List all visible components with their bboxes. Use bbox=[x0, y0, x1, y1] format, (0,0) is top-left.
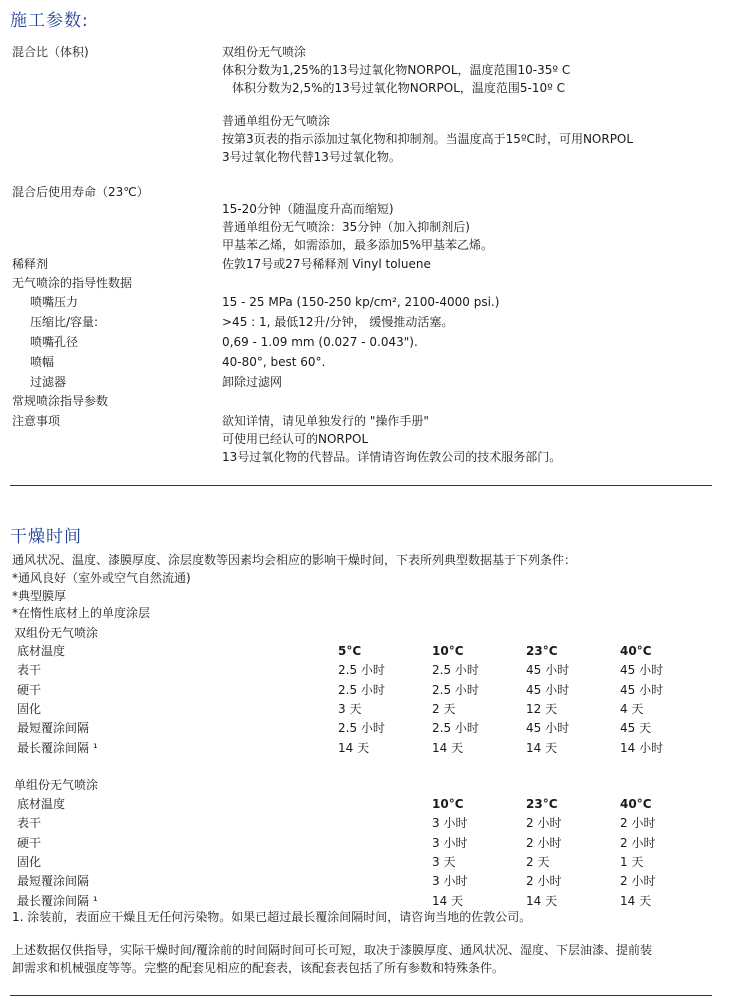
notes-line: 欲知详情，请见单独发行的 "操作手册" bbox=[222, 414, 429, 428]
mix-ratio-line: 普通单组份无气喷涂 bbox=[222, 114, 331, 128]
drying-footnote: 1. 涂装前，表面应干燥且无任何污染物。如果已超过最长覆涂间隔时间，请咨询当地的佐敦公司。 bbox=[12, 910, 532, 924]
airless-param-value: 40-80°, best 60°. bbox=[222, 355, 326, 369]
table-header-label: 底材温度 bbox=[17, 797, 66, 811]
drying-condition: *通风良好（室外或空气自然流通) bbox=[12, 571, 191, 585]
table-cell: 14 小时 bbox=[620, 741, 664, 755]
table-header-temp: 23°C bbox=[526, 644, 558, 658]
table-cell: 2 小时 bbox=[620, 816, 656, 830]
pot-life-line: 甲基苯乙烯，如需添加，最多添加5%甲基苯乙烯。 bbox=[222, 238, 494, 252]
table-cell: 45 小时 bbox=[620, 683, 664, 697]
airless-param-label: 喷幅 bbox=[30, 355, 55, 369]
table-cell: 14 天 bbox=[620, 894, 652, 908]
thinner-value: 佐敦17号或27号稀释剂 Vinyl toluene bbox=[222, 257, 431, 271]
table-header-temp: 10°C bbox=[432, 644, 464, 658]
table-caption: 单组份无气喷涂 bbox=[14, 778, 99, 792]
table-cell: 2.5 小时 bbox=[338, 721, 385, 735]
notes-label: 注意事项 bbox=[12, 414, 61, 428]
table-cell: 2 小时 bbox=[526, 836, 562, 850]
airless-param-label: 喷嘴压力 bbox=[30, 295, 79, 309]
airless-param-label: 喷嘴孔径 bbox=[30, 335, 79, 349]
notes-line: 13号过氧化物的代替品。详情请咨询佐敦公司的技术服务部门。 bbox=[222, 450, 562, 464]
thinner-label: 稀释剂 bbox=[12, 257, 49, 271]
drying-intro: 通风状况、温度、漆膜厚度、涂层度数等因素均会相应的影响干燥时间，下表所列典型数据基于下列条件： bbox=[12, 553, 577, 567]
airless-param-value: >45 : 1, 最低12升/分钟， 缓慢推动活塞。 bbox=[222, 315, 454, 329]
table-cell: 2 小时 bbox=[526, 874, 562, 888]
table-row-label: 最长覆涂间隔 ¹ bbox=[17, 741, 98, 755]
airless-param-value: 0,69 - 1.09 mm (0.027 - 0.043"). bbox=[222, 335, 418, 349]
table-cell: 14 天 bbox=[432, 894, 464, 908]
table-cell: 2.5 小时 bbox=[432, 721, 479, 735]
table-cell: 2.5 小时 bbox=[432, 663, 479, 677]
mix-ratio-line: 体积分数为2,5%的13号过氧化物NORPOL，温度范围5-10º C bbox=[232, 81, 565, 95]
table-cell: 14 天 bbox=[526, 741, 558, 755]
table-row-label: 最短覆涂间隔 bbox=[17, 874, 90, 888]
table-cell: 14 天 bbox=[432, 741, 464, 755]
section-divider bbox=[10, 485, 712, 486]
table-cell: 3 小时 bbox=[432, 816, 468, 830]
table-header-temp: 10°C bbox=[432, 797, 464, 811]
construction-title: 施工参数: bbox=[10, 11, 89, 31]
table-row-label: 最长覆涂间隔 ¹ bbox=[17, 894, 98, 908]
table-header-label: 底材温度 bbox=[17, 644, 66, 658]
closing-line: 卸需求和机械强度等等。完整的配套见相应的配套表，该配套表包括了所有参数和特殊条件。 bbox=[12, 961, 505, 975]
table-cell: 4 天 bbox=[620, 702, 644, 716]
table-cell: 45 小时 bbox=[620, 663, 664, 677]
table-cell: 2.5 小时 bbox=[338, 683, 385, 697]
table-cell: 3 小时 bbox=[432, 836, 468, 850]
airless-param-value: 15 - 25 MPa (150-250 kp/cm², 2100-4000 psi.) bbox=[222, 295, 500, 309]
table-cell: 2 天 bbox=[432, 702, 456, 716]
table-row-label: 硬干 bbox=[17, 683, 42, 697]
table-row-label: 固化 bbox=[17, 702, 42, 716]
mix-ratio-line: 按第3页表的指示添加过氧化物和抑制剂。当温度高于15ºC时，可用NORPOL bbox=[222, 132, 634, 146]
table-row-label: 表干 bbox=[17, 816, 42, 830]
table-cell: 2 天 bbox=[526, 855, 550, 869]
table-header-temp: 5°C bbox=[338, 644, 362, 658]
table-cell: 2 小时 bbox=[620, 836, 656, 850]
table-row-label: 硬干 bbox=[17, 836, 42, 850]
table-cell: 2.5 小时 bbox=[338, 663, 385, 677]
drying-condition: *典型膜厚 bbox=[12, 589, 67, 603]
table-cell: 12 天 bbox=[526, 702, 558, 716]
bottom-divider bbox=[10, 995, 712, 996]
pot-life-line: 普通单组份无气喷涂：35分钟（加入抑制剂后) bbox=[222, 220, 470, 234]
airless-param-label: 过滤器 bbox=[30, 375, 67, 389]
closing-line: 上述数据仅供指导，实际干燥时间/覆涂前的时间隔时间可长可短，取决于漆膜厚度、通风状况、湿度、下层油漆、提前装 bbox=[12, 943, 653, 957]
table-cell: 14 天 bbox=[526, 894, 558, 908]
mix-ratio-line: 体积分数为1,25%的13号过氧化物NORPOL，温度范围10-35º C bbox=[222, 63, 571, 77]
table-row-label: 表干 bbox=[17, 663, 42, 677]
drying-condition: *在惰性底材上的单度涂层 bbox=[12, 606, 151, 620]
table-row-label: 固化 bbox=[17, 855, 42, 869]
pot-life-line: 15-20分钟（随温度升高而缩短) bbox=[222, 202, 394, 216]
table-header-temp: 40°C bbox=[620, 797, 652, 811]
table-cell: 3 天 bbox=[338, 702, 362, 716]
mix-ratio-label: 混合比（体积) bbox=[12, 45, 89, 59]
table-cell: 2.5 小时 bbox=[432, 683, 479, 697]
table-cell: 2 小时 bbox=[526, 816, 562, 830]
table-cell: 45 小时 bbox=[526, 721, 570, 735]
table-header-temp: 40°C bbox=[620, 644, 652, 658]
conventional-guide-label: 常规喷涂指导参数 bbox=[12, 394, 109, 408]
table-cell: 45 小时 bbox=[526, 663, 570, 677]
airless-param-label: 压缩比/容量: bbox=[30, 315, 99, 329]
drying-title: 干燥时间 bbox=[10, 527, 82, 547]
table-header-temp: 23°C bbox=[526, 797, 558, 811]
table-cell: 14 天 bbox=[338, 741, 370, 755]
table-cell: 45 小时 bbox=[526, 683, 570, 697]
mix-ratio-line: 双组份无气喷涂 bbox=[222, 45, 307, 59]
table-caption: 双组份无气喷涂 bbox=[14, 626, 99, 640]
mix-ratio-line: 3号过氧化物代替13号过氧化物。 bbox=[222, 150, 401, 164]
table-cell: 3 小时 bbox=[432, 874, 468, 888]
table-cell: 1 天 bbox=[620, 855, 644, 869]
table-cell: 45 天 bbox=[620, 721, 652, 735]
airless-guide-label: 无气喷涂的指导性数据 bbox=[12, 276, 133, 290]
airless-param-value: 卸除过滤网 bbox=[222, 375, 283, 389]
table-cell: 3 天 bbox=[432, 855, 456, 869]
table-cell: 2 小时 bbox=[620, 874, 656, 888]
table-row-label: 最短覆涂间隔 bbox=[17, 721, 90, 735]
pot-life-label: 混合后使用寿命（23℃） bbox=[12, 185, 149, 199]
notes-line: 可使用已经认可的NORPOL bbox=[222, 432, 369, 446]
